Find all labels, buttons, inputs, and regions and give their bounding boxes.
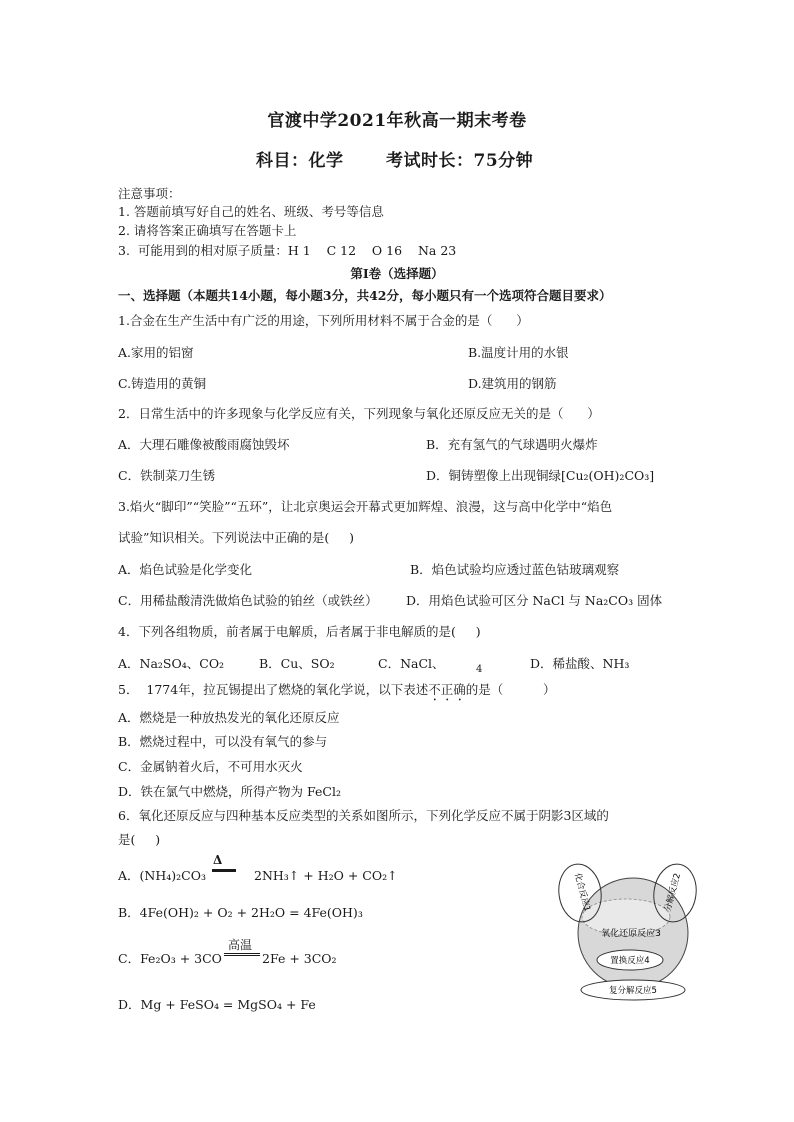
q1-option-c: C.铸造用的黄铜 [118,376,207,391]
q5-option-b: B．燃烧过程中，可以没有氧气的参与 [118,734,328,749]
q6-option-a-arrow [212,869,236,872]
label-5: 复分解反应5 [609,986,657,996]
q6-option-c-reactant: C．Fe₂O₃ + 3CO [118,951,222,966]
q4-option-a: A．Na₂SO₄、CO₂ [118,656,225,671]
q6-option-a-condition: Δ [213,853,223,867]
q5-option-d: D．铁在氯气中燃烧，所得产物为 FeCl₂ [118,784,341,799]
q6-option-a-reactant: A．(NH₄)₂CO₃ [118,868,206,883]
q3-stem-line1: 3.焰火“脚印”“笑脸”“五环”，让北京奥运会开幕式更加辉煌、浪漫，这与高中化学中“焰色 [118,499,613,514]
q3-option-a: A．焰色试验是化学变化 [118,562,253,577]
q5-stem-emphasis: 不正确 [428,682,466,697]
q6-stem-line2: 是( ) [118,832,161,847]
q3-option-b: B．焰色试验均应透过蓝色钴玻璃观察 [410,562,620,577]
q5-stem-post: 的是（ ） [465,682,556,697]
duration-label: 考试时长：75分钟 [386,151,534,171]
q2-option-d: D．铜铸塑像上出现铜绿[Cu₂(OH)₂CO₃] [426,468,655,483]
label-1: 化合反应1 [572,872,592,913]
q4-option-c-subscript: 4 [476,664,483,675]
exam-title: 官渡中学2021年秋高一期末考卷 [267,111,527,131]
q2-option-a: A．大理石雕像被酸雨腐蚀毁坏 [118,437,290,452]
note-item: 2. 请将答案正确填写在答题卡上 [118,223,297,238]
subject-label: 科目：化学 [256,151,344,171]
q6-option-c-equals [224,953,260,956]
notes-heading: 注意事项： [118,186,181,201]
label-3: 氧化还原反应3 [601,929,661,939]
q1-option-d: D.建筑用的钢筋 [468,376,557,391]
note-item: 1. 答题前填写好自己的姓名、班级、考号等信息 [118,204,384,219]
q6-stem-line1: 6．氧化还原反应与四种基本反应类型的关系如图所示，下列化学反应不属于阴影3区域的 [118,808,609,823]
q2-option-c: C．铁制菜刀生锈 [118,468,216,483]
q6-option-c-condition: 高温 [228,938,253,952]
q5-stem-pre: 5． 1774年，拉瓦锡提出了燃烧的氧化学说，以下表述 [118,682,429,697]
q6-option-b: B．4Fe(OH)₂ + O₂ + 2H₂O = 4Fe(OH)₃ [118,905,363,920]
q5-option-c: C．金属钠着火后，不可用水灭火 [118,759,303,774]
q4-option-d: D．稀盐酸、NH₃ [530,656,630,671]
section-heading: 一、选择题（本题共14小题，每小题3分，共42分，每小题只有一个选项符合题目要求） [118,288,612,303]
note-item: 3. 可能用到的相对原子质量：H 1 C 12 O 16 Na 23 [118,243,457,258]
part1-title: 第Ⅰ卷（选择题） [350,266,444,281]
q1-option-a: A.家用的铝窗 [118,345,194,360]
q2-stem: 2．日常生活中的许多现象与化学反应有关，下列现象与氧化还原反应无关的是（ ） [118,406,600,421]
q4-stem: 4．下列各组物质，前者属于电解质，后者属于非电解质的是( ) [118,624,481,639]
q4-option-b: B．Cu、SO₂ [259,656,335,671]
q1-stem: 1.合金在生产生活中有广泛的用途，下列所用材料不属于合金的是（ ） [118,313,529,328]
q2-option-b: B．充有氢气的气球遇明火爆炸 [426,437,598,452]
q6-option-c-product: 2Fe + 3CO₂ [262,951,337,966]
reaction-type-diagram [550,855,700,1005]
q5-option-a: A．燃烧是一种放热发光的氧化还原反应 [118,710,340,725]
label-4: 置换反应4 [610,956,650,966]
label-2: 分解反应2 [663,872,683,913]
q5-stem [118,682,555,704]
q3-stem-line2: 试验”知识相关。下列说法中正确的是( ) [118,530,355,545]
q1-option-b: B.温度计用的水银 [468,345,569,360]
q4-option-c: C．NaCl、 [378,656,445,671]
q6-option-a-product: 2NH₃↑ + H₂O + CO₂↑ [254,868,398,883]
q3-option-c: C．用稀盐酸清洗做焰色试验的铂丝（或铁丝） [118,593,378,608]
q6-option-d: D．Mg + FeSO₄ = MgSO₄ + Fe [118,997,316,1012]
q3-option-d: D．用焰色试验可区分 NaCl 与 Na₂CO₃ 固体 [406,593,663,608]
